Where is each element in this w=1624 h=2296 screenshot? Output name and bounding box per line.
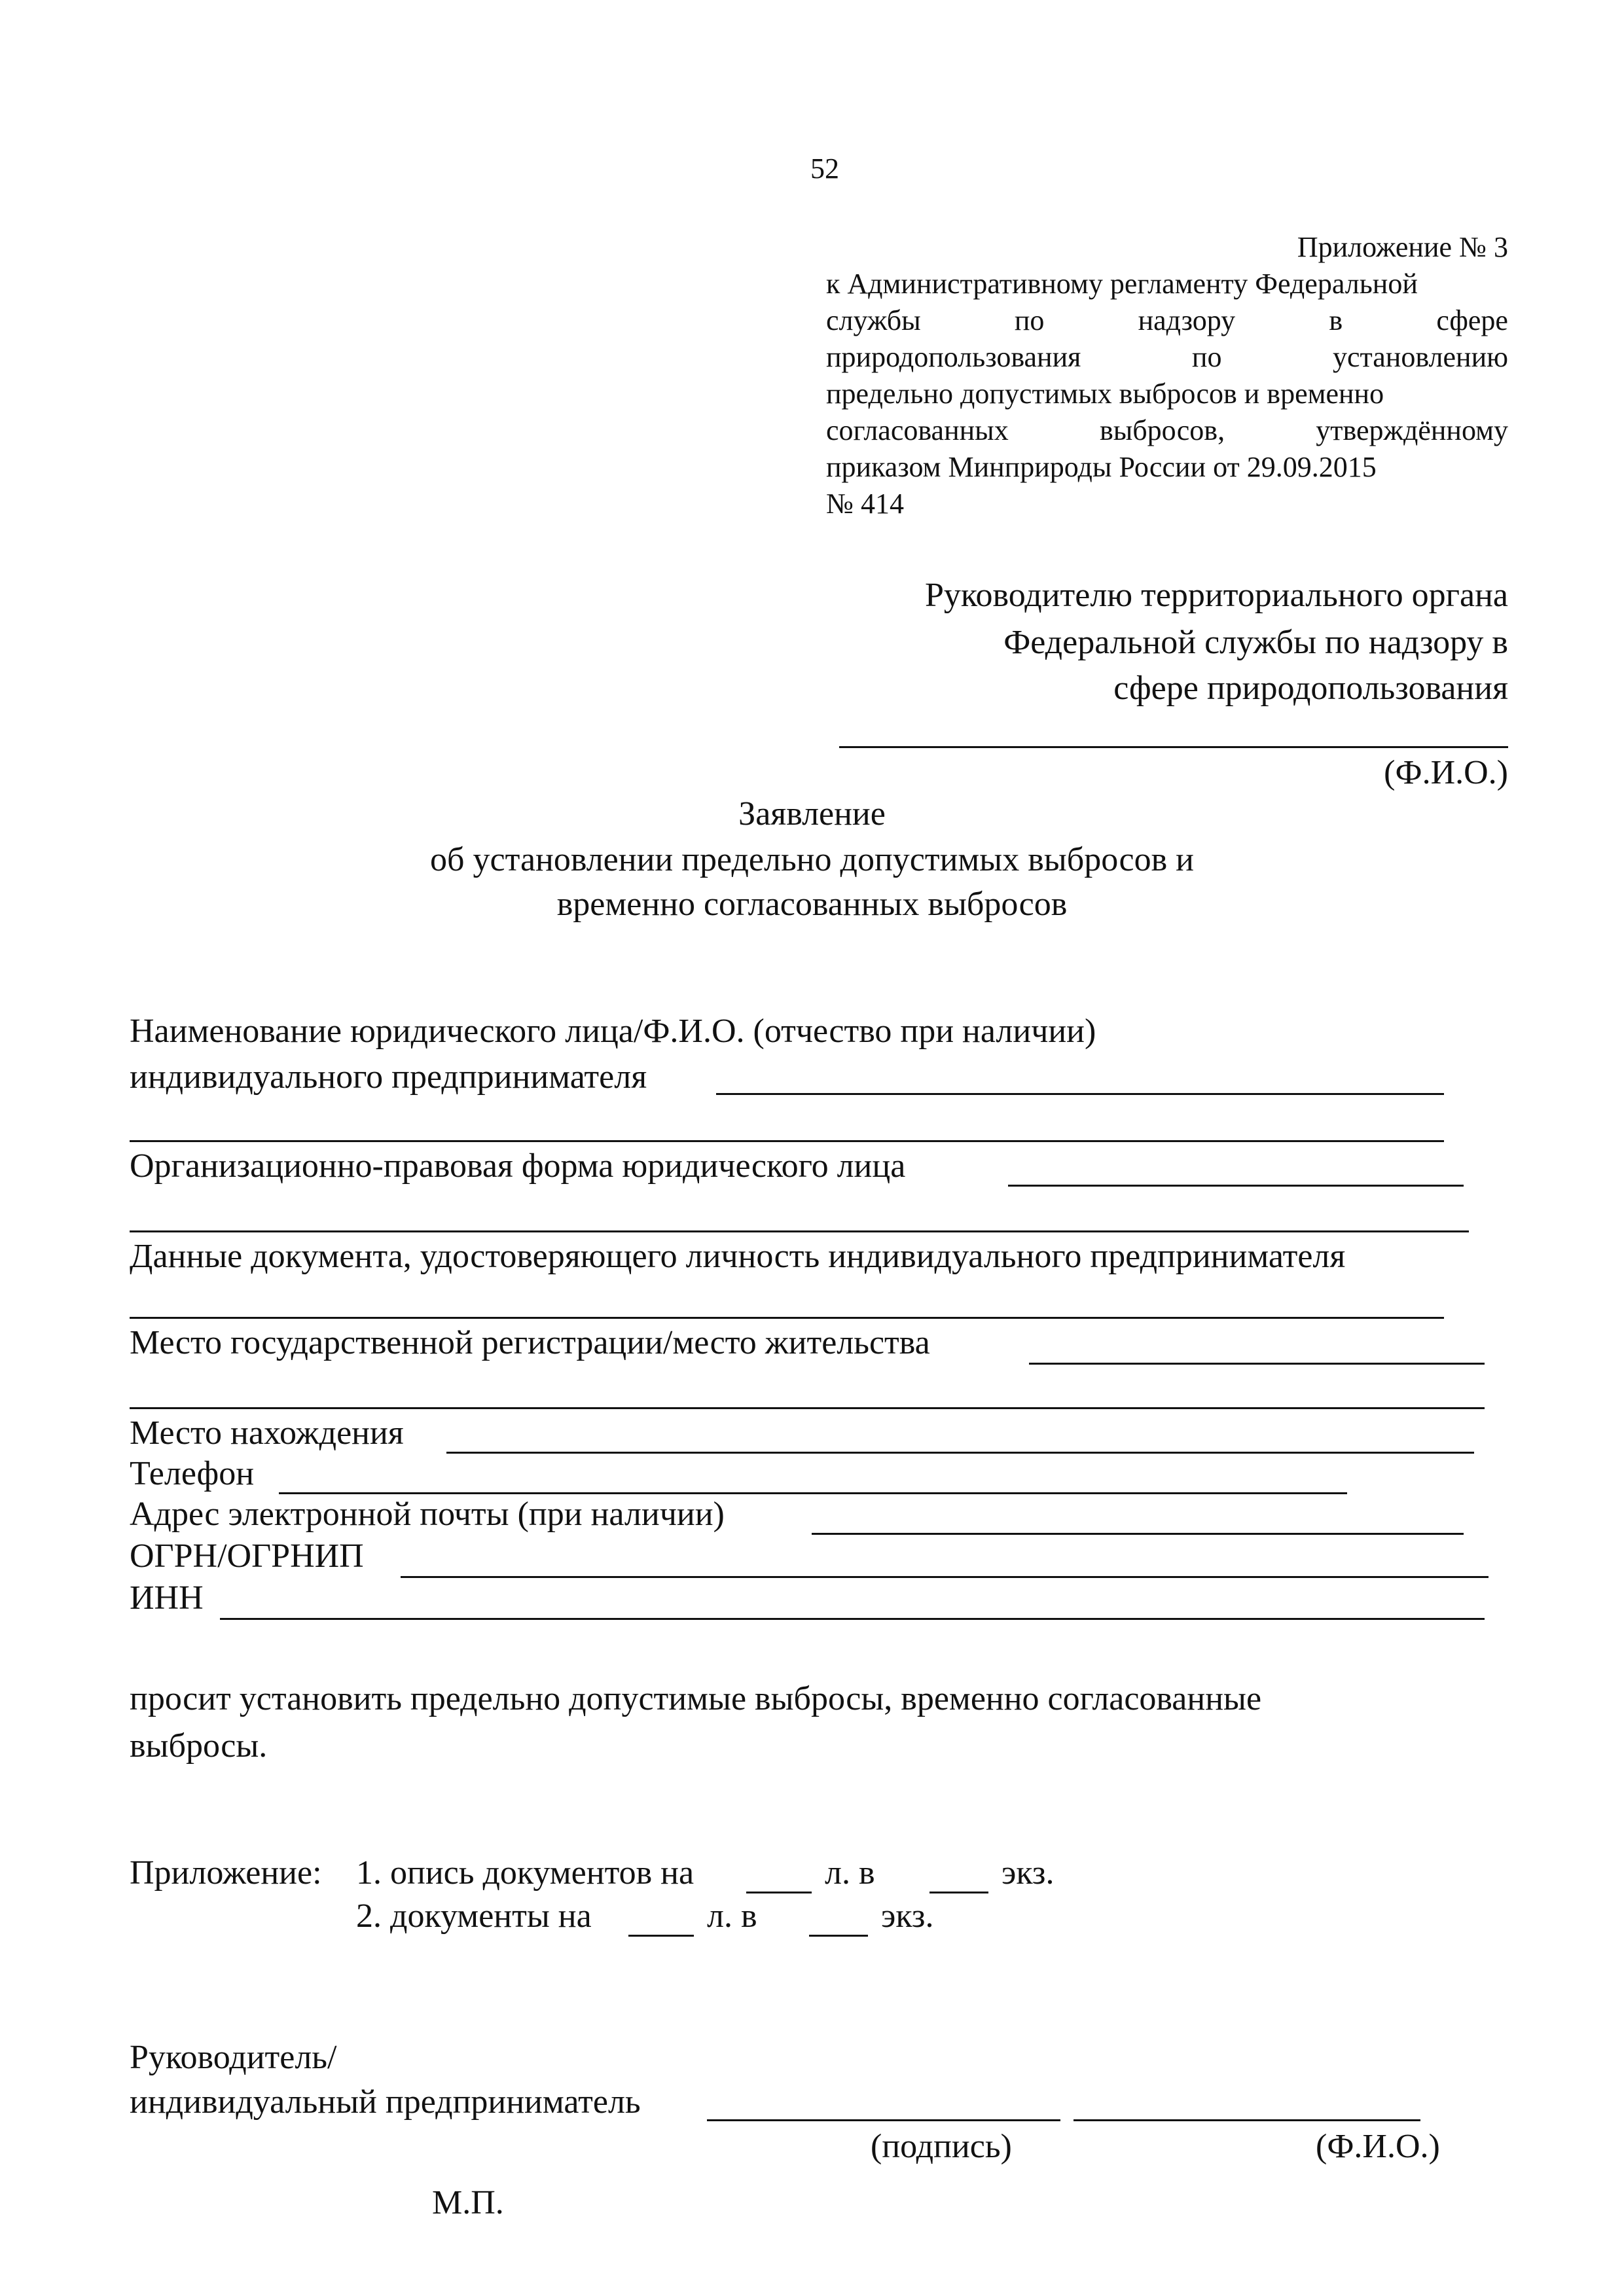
- attachment-1-copies-field[interactable]: [929, 1892, 988, 1893]
- appendix-word: в: [1329, 304, 1343, 336]
- field-label-name: Наименование юридического лица/Ф.И.О. (отчество при наличии): [130, 1013, 1096, 1050]
- document-subtitle: временно согласованных выбросов: [556, 886, 1068, 923]
- attachment-item-1-sheets: л. в: [825, 1854, 875, 1892]
- appendix-line: предельно допустимых выбросов и временно: [826, 378, 1384, 410]
- field-label-registration: Место государственной регистрации/место жительства: [130, 1324, 930, 1361]
- field-label-ogrn: ОГРН/ОГРНИП: [130, 1537, 364, 1575]
- appendix-word: согласованных: [826, 414, 1009, 446]
- addressee-line: Федеральной службы по надзору в: [1003, 624, 1508, 661]
- phone-field[interactable]: [279, 1492, 1347, 1494]
- id-document-field[interactable]: [130, 1317, 1444, 1319]
- appendix-line-justified: [826, 343, 1508, 372]
- field-label-location: Место нахождения: [130, 1414, 404, 1452]
- appendix-word: надзору: [1138, 304, 1236, 336]
- request-text: просит установить предельно допустимые выбросы, временно согласованные: [130, 1680, 1262, 1717]
- appendix-line-justified: [826, 416, 1508, 445]
- addressee-line: Руководителю территориального органа: [924, 577, 1508, 614]
- stamp-place: М.П.: [432, 2184, 504, 2221]
- name-field[interactable]: [716, 1093, 1444, 1095]
- appendix-word: по: [1191, 341, 1222, 373]
- attachment-item-2: 2. документы на: [356, 1897, 592, 1935]
- location-field[interactable]: [446, 1452, 1474, 1454]
- appendix-word: службы: [826, 304, 921, 336]
- document-title: Заявление: [738, 795, 886, 833]
- field-label-email: Адрес электронной почты (при наличии): [130, 1496, 725, 1533]
- attachments-label: Приложение:: [130, 1854, 322, 1892]
- attachment-item-2-copies: экз.: [881, 1897, 934, 1935]
- ogrn-field[interactable]: [401, 1576, 1489, 1578]
- registration-field[interactable]: [1029, 1363, 1485, 1365]
- attachment-2-sheets-field[interactable]: [628, 1935, 694, 1937]
- document-subtitle: об установлении предельно допустимых выбросов и: [430, 841, 1194, 878]
- attachment-item-1: 1. опись документов на: [356, 1854, 695, 1892]
- field-label-inn: ИНН: [130, 1579, 204, 1617]
- name-field-extra-line[interactable]: [130, 1140, 1444, 1142]
- appendix-number: Приложение № 3: [1297, 231, 1508, 263]
- field-label-id-document: Данные документа, удостоверяющего личность индивидуального предпринимателя: [130, 1238, 1346, 1275]
- attachment-item-2-sheets: л. в: [707, 1897, 757, 1935]
- signature-field[interactable]: [707, 2119, 1060, 2121]
- appendix-word: природопользования: [826, 341, 1081, 373]
- attachment-1-sheets-field[interactable]: [746, 1892, 812, 1893]
- field-label-phone: Телефон: [130, 1455, 255, 1492]
- signer-fio-caption: (Ф.И.О.): [1316, 2128, 1440, 2165]
- page-number: 52: [810, 152, 839, 185]
- org-form-extra-line[interactable]: [130, 1230, 1469, 1232]
- field-label-name-cont: индивидуального предпринимателя: [130, 1058, 647, 1096]
- attachment-2-copies-field[interactable]: [809, 1935, 868, 1937]
- request-text-cont: выбросы.: [130, 1727, 268, 1765]
- appendix-line: к Административному регламенту Федеральной: [826, 268, 1418, 300]
- email-field[interactable]: [812, 1533, 1464, 1535]
- org-form-field[interactable]: [1008, 1185, 1464, 1187]
- appendix-word: по: [1014, 304, 1045, 336]
- field-label-org-form: Организационно-правовая форма юридического лица: [130, 1147, 906, 1185]
- appendix-line: № 414: [826, 488, 904, 520]
- inn-field[interactable]: [220, 1618, 1485, 1620]
- attachment-item-1-copies: экз.: [1001, 1854, 1055, 1892]
- signer-fio-field[interactable]: [1074, 2119, 1420, 2121]
- addressee-fio-caption: (Ф.И.О.): [1384, 754, 1508, 791]
- registration-extra-line[interactable]: [130, 1407, 1485, 1409]
- addressee-line: сфере природопользования: [1113, 670, 1508, 707]
- appendix-word: утверждённому: [1316, 414, 1508, 446]
- appendix-word: сфере: [1436, 304, 1508, 336]
- addressee-fio-field[interactable]: [839, 746, 1508, 748]
- signer-title-cont: индивидуальный предприниматель: [130, 2083, 641, 2121]
- appendix-line: приказом Минприроды России от 29.09.2015: [826, 451, 1377, 483]
- appendix-word: установлению: [1332, 341, 1508, 373]
- signature-caption: (подпись): [871, 2128, 1012, 2165]
- appendix-line-justified: [826, 306, 1508, 335]
- signer-title: Руководитель/: [130, 2039, 337, 2076]
- appendix-word: выбросов,: [1099, 414, 1225, 446]
